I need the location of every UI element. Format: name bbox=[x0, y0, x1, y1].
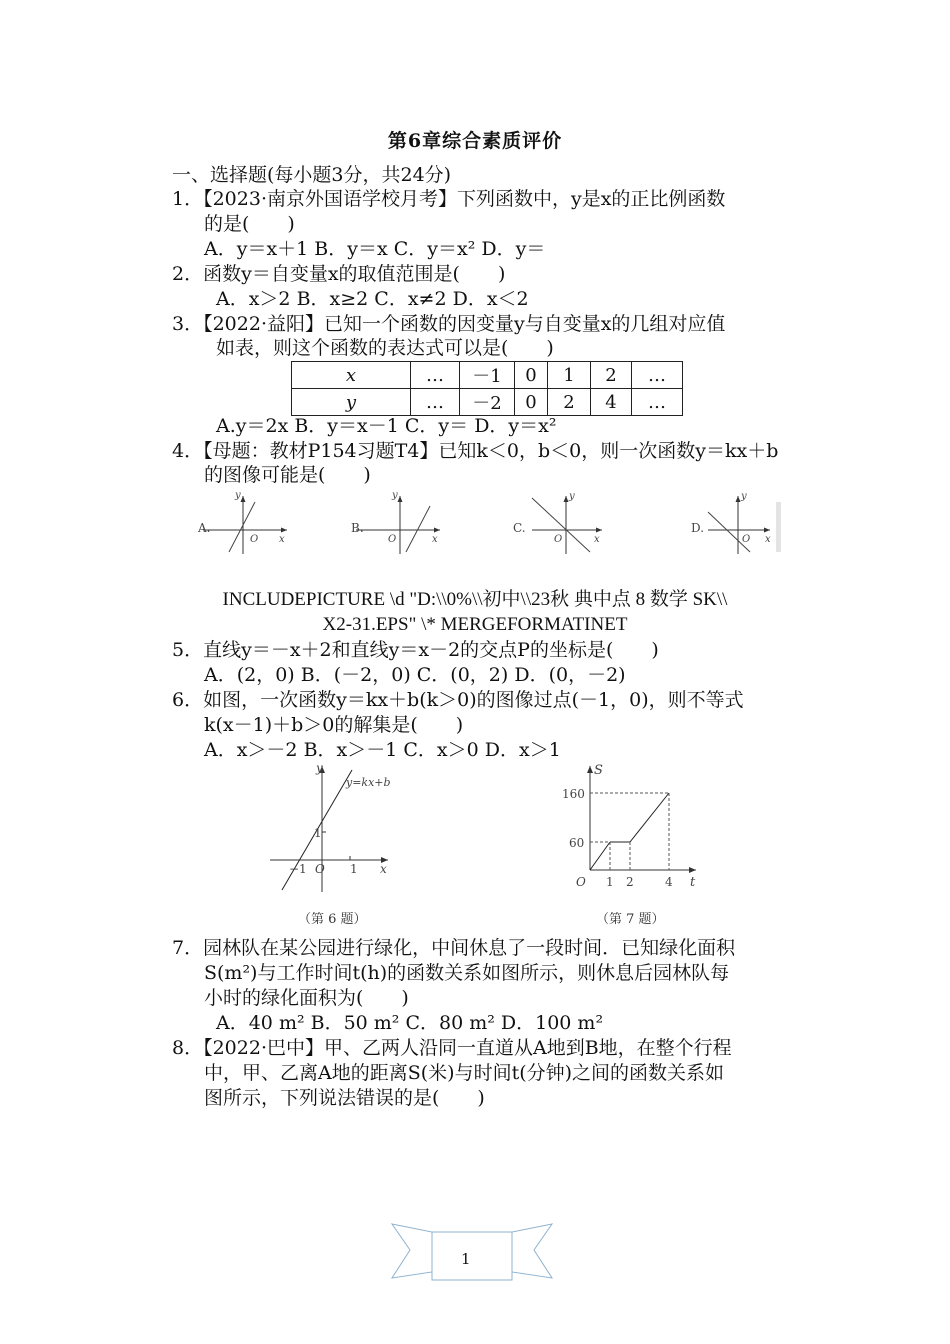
fig7-x-tick: 2 bbox=[626, 875, 634, 889]
q6-options: A．x＞－2 B．x＞－1 C．x＞0 D．x＞1 bbox=[204, 739, 561, 761]
origin-label: O bbox=[742, 534, 751, 545]
origin-label: O bbox=[554, 534, 563, 545]
graph-label: C. bbox=[513, 521, 526, 535]
table-cell: 4 bbox=[591, 389, 632, 416]
q3-line1: 3．【2022·益阳】已知一个函数的因变量y与自变量x的几组对应值 bbox=[172, 313, 726, 335]
section-heading: 一、选择题(每小题3分，共24分) bbox=[172, 164, 452, 186]
q6-line2: k(x－1)＋b＞0的解集是( ) bbox=[204, 714, 464, 736]
graph-label: D. bbox=[691, 521, 705, 535]
q5-options: A．(2，0) B．(－2，0) C．(0，2) D．(0，－2) bbox=[204, 664, 626, 686]
fig6-x-label: x bbox=[380, 862, 387, 876]
q2-line1: 2．函数y＝自变量x的取值范围是( ) bbox=[172, 263, 506, 285]
q7-line3: 小时的绿化面积为( ) bbox=[204, 987, 409, 1009]
graph-label: A. bbox=[198, 521, 211, 535]
fig7-y-label: S bbox=[594, 763, 603, 778]
table-cell: … bbox=[632, 389, 683, 416]
q4-line2: 的图像可能是( ) bbox=[204, 464, 371, 486]
axis-x-label: x bbox=[279, 534, 285, 545]
table-cell: … bbox=[632, 362, 683, 389]
q7-line2: S(m²)与工作时间t(h)的函数关系如图所示，则休息后园林队每 bbox=[204, 962, 730, 984]
figure-6-caption: （第 6 题） bbox=[298, 912, 367, 927]
axis-x-label: x bbox=[765, 534, 771, 545]
fig7-x-tick: 4 bbox=[665, 875, 673, 889]
table-row-x bbox=[292, 362, 683, 389]
figure-7-graph bbox=[558, 760, 708, 900]
q2-options: A．x＞2 B．x≥2 C．x≠2 D．x＜2 bbox=[216, 288, 529, 310]
page-number: 1 bbox=[461, 1250, 471, 1268]
figure-6-graph bbox=[262, 760, 402, 900]
axis-y-label: y bbox=[569, 491, 575, 502]
figure-7-caption: （第 7 题） bbox=[596, 912, 665, 927]
axis-y-label: y bbox=[235, 490, 241, 501]
q3-line2: 如表，则这个函数的表达式可以是( ) bbox=[216, 337, 554, 359]
fig6-tick-1x: 1 bbox=[350, 862, 358, 876]
q8-line3: 图所示，下列说法错误的是( ) bbox=[204, 1087, 485, 1109]
field-code-line2: X2-31.EPS" \* MERGEFORMATINET bbox=[322, 614, 628, 635]
fig7-y-tick: 160 bbox=[562, 787, 585, 801]
table-cell: … bbox=[411, 389, 460, 416]
table-cell: x bbox=[292, 362, 411, 389]
field-code-line1: INCLUDEPICTURE \d "D:\\0%\\初中\\23秋 典中点 8 数学 SK\\ bbox=[222, 589, 728, 610]
values-table bbox=[291, 361, 683, 416]
table-cell: －1 bbox=[460, 362, 515, 389]
q7-line1: 7．园林队在某公园进行绿化，中间休息了一段时间．已知绿化面积 bbox=[172, 937, 736, 959]
table-cell: … bbox=[411, 362, 460, 389]
q4-graph-b bbox=[348, 490, 448, 556]
fig6-origin: O bbox=[315, 862, 325, 876]
axis-y-label: y bbox=[392, 490, 398, 501]
q4-line1: 4．【母题：教材P154习题T4】已知k＜0，b＜0，则一次函数y＝kx＋b bbox=[172, 440, 779, 462]
fig7-y-tick: 60 bbox=[569, 836, 585, 850]
table-cell: 0 bbox=[515, 362, 548, 389]
table-cell: 1 bbox=[548, 362, 591, 389]
table-cell: y bbox=[292, 389, 411, 416]
q1-line1: 1．【2023·南京外国语学校月考】下列函数中，y是x的正比例函数 bbox=[172, 188, 726, 210]
axis-x-label: x bbox=[432, 534, 438, 545]
q4-graph-c bbox=[510, 490, 610, 556]
fig6-tick-neg1: −1 bbox=[289, 862, 307, 876]
fig6-y-label: y bbox=[316, 761, 323, 775]
axis-x-label: x bbox=[594, 534, 600, 545]
page-number-ribbon bbox=[388, 1220, 556, 1282]
q7-options: A．40 m² B．50 m² C．80 m² D．100 m² bbox=[216, 1012, 604, 1034]
graph-label: B. bbox=[351, 521, 364, 535]
axis-y-label: y bbox=[741, 491, 747, 502]
q8-line1: 8．【2022·巴中】甲、乙两人沿同一直道从A地到B地，在整个行程 bbox=[172, 1037, 732, 1059]
fig7-origin: O bbox=[576, 875, 586, 889]
table-cell: 0 bbox=[515, 389, 548, 416]
fig7-x-tick: 1 bbox=[606, 875, 614, 889]
page-title: 第6章综合素质评价 bbox=[387, 130, 563, 152]
q3-options: A.y＝2x B．y＝x－1 C．y＝ D．y＝x² bbox=[216, 415, 557, 437]
fig6-line-label: y=kx+b bbox=[346, 776, 391, 789]
origin-label: O bbox=[250, 534, 259, 545]
q1-line2: 的是( ) bbox=[204, 213, 295, 235]
q4-graph-a bbox=[195, 490, 295, 556]
q8-line2: 中，甲、乙离A地的距离S(米)与时间t(分钟)之间的函数关系如 bbox=[204, 1062, 725, 1084]
q5-line1: 5．直线y＝－x＋2和直线y＝x－2的交点P的坐标是( ) bbox=[172, 639, 659, 661]
fig6-tick-1y: 1 bbox=[314, 826, 322, 840]
origin-label: O bbox=[388, 534, 397, 545]
q4-graph-d bbox=[688, 490, 788, 556]
table-row-y bbox=[292, 389, 683, 416]
table-cell: 2 bbox=[548, 389, 591, 416]
table-cell: 2 bbox=[591, 362, 632, 389]
q1-options: A．y＝x＋1 B．y＝x C．y＝x² D．y＝ bbox=[204, 238, 546, 260]
table-cell: －2 bbox=[460, 389, 515, 416]
q6-line1: 6．如图，一次函数y＝kx＋b(k＞0)的图像过点(－1，0)，则不等式 bbox=[172, 689, 744, 711]
fig7-x-label: t bbox=[690, 875, 696, 890]
